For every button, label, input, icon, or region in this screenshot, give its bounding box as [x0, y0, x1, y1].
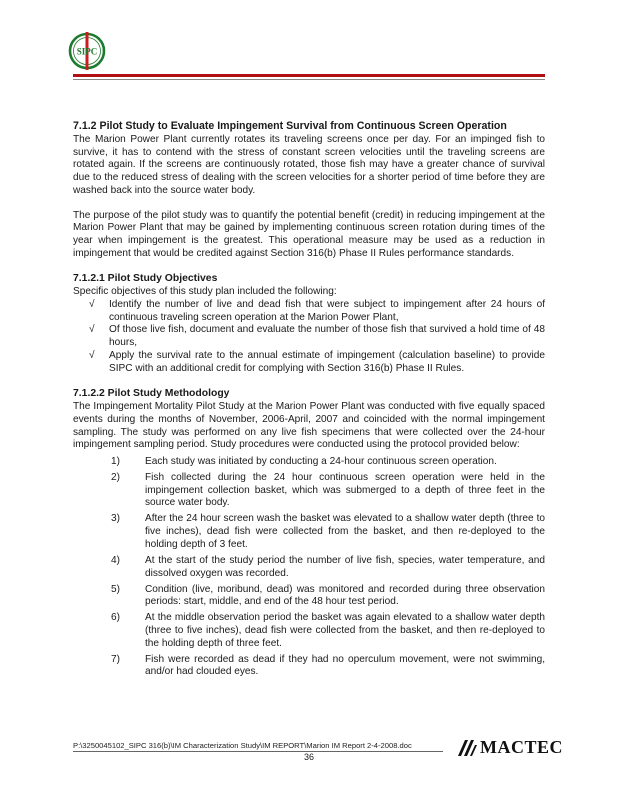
objective-item: √ Of those live fish, document and evaluate the number of those fish that survived a hold time of 48 hours,: [89, 324, 545, 349]
step-item: 5) Condition (live, moribund, dead) was monitored and recorded during three observation periods: start, middle, and end of the 48 hour test period.: [111, 583, 545, 608]
section-paragraph-2: The purpose of the pilot study was to quantify the potential benefit (credit) in reducing impingement at the Marion Power Plant that may be gained by implementing continuous screen rotation during times of the year when impingement is the greatest. This operational measure may be used as a reduction in impingement that would be credited against Section 316(b) Phase II Rules performance standards.: [73, 209, 545, 259]
footer-file-path: P:\3250045102_SIPC 316(b)\IM Characterization Study\IM REPORT\Marion IM Report 2-4-2008.doc: [73, 741, 412, 750]
section-heading: 7.1.2 Pilot Study to Evaluate Impingement Survival from Continuous Screen Operation: [73, 120, 507, 132]
step-item: 3) After the 24 hour screen wash the basket was elevated to a shallow water depth (three to five inches), dead fish were collected from the basket, and then re-deployed to the holding depth of 3 feet.: [111, 513, 545, 550]
step-item: 2) Fish collected during the 24 hour continuous screen operation were held in the impingement collection basket, which was submerged to a depth of three feet in the source water body.: [111, 472, 545, 509]
step-item: 6) At the middle observation period the basket was again elevated to a shallow water depth (three to five inches), dead fish were collected from the basket, and then re-deployed to the holding depth of three feet.: [111, 612, 545, 649]
step-item: 1) Each study was initiated by conducting a 24-hour continuous screen operation.: [111, 456, 497, 468]
sipc-logo-icon: [66, 30, 108, 72]
header-rule-gray: [73, 79, 545, 80]
document-body: [73, 120, 545, 682]
check-mark-icon: √: [89, 299, 95, 311]
methodology-steps: [73, 456, 545, 679]
objective-item: √ Identify the number of live and dead fish that were subject to impingement after 24 hours of continuous traveling screen operation at the Marion Power Plant,: [89, 299, 545, 323]
step-item: 4) At the start of the study period the number of live fish, species, water temperature, and dissolved oxygen was recorded.: [111, 554, 545, 579]
step-item: 7) Fish were recorded as dead if they had no operculum movement, were not swimming, and/or had clouded eyes.: [111, 653, 545, 678]
section-paragraph-1: The Marion Power Plant currently rotates its traveling screens once per day. For an impinged fish to survive, it has to contend with the stress of constant screen velocities until the traveling screens are rotated again. If the screens are continuously rotated, those fish may have a greater chance of survival due to the reduced stress of dealing with the screen velocities for a shorter period of time before they are washed back into the source water body.: [73, 134, 545, 196]
page-number: 36: [303, 752, 314, 762]
mactec-brand-text: MACTEC: [480, 737, 563, 757]
objectives-heading: 7.1.2.1 Pilot Study Objectives: [73, 273, 218, 285]
mactec-logo: [456, 737, 563, 758]
objectives-intro: Specific objectives of this study plan included the following:: [73, 286, 337, 298]
check-mark-icon: √: [89, 349, 95, 361]
methodology-heading: 7.1.2.2 Pilot Study Methodology: [73, 388, 230, 400]
mactec-mark-icon: [456, 739, 478, 757]
sipc-logo: [66, 30, 108, 72]
objective-item: √ Apply the survival rate to the annual estimate of impingement (calculation baseline) to provide SIPC with an additional credit for complying with Section 316(b) Phase II Rules.: [89, 349, 545, 374]
objectives-list: [73, 299, 545, 375]
header-rule-red: [73, 74, 545, 77]
check-mark-icon: √: [89, 324, 95, 336]
logo-text: SIPC: [76, 46, 98, 57]
methodology-paragraph: The Impingement Mortality Pilot Study at the Marion Power Plant was conducted with five equally spaced events during the months of November, 2006-April, 2007 and coincided with the normal impingement sampling. The study was performed on any live fish specimens that were collected over the 24-hour impingement sampling period. Study procedures were conducted using the protocol provided below:: [73, 401, 545, 451]
